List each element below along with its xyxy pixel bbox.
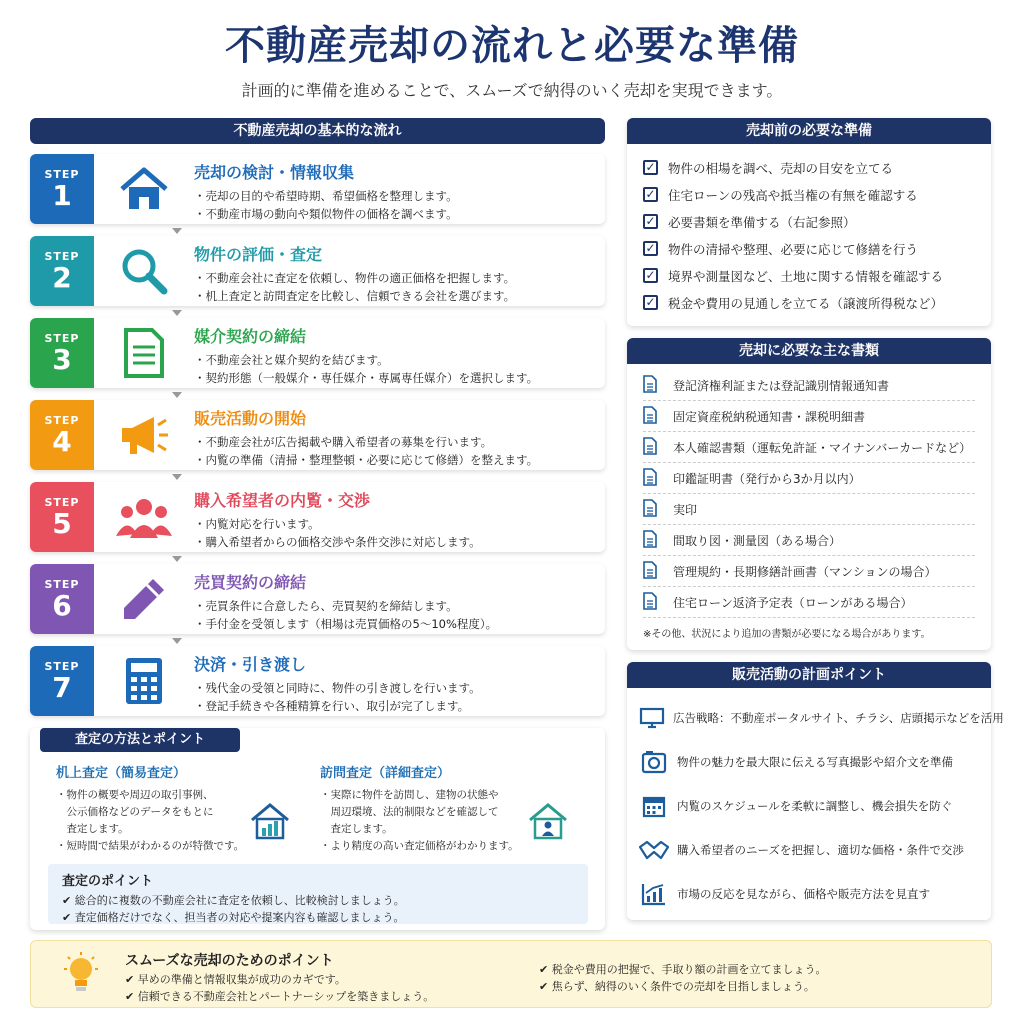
step-title: 物件の評価・査定 [194,245,323,264]
step-number: 7 [52,670,72,704]
desk-line: ・物件の概要や周辺の取引事例、 [56,789,214,801]
step-line: ・登記手続きや各種精算を行い、取引が完了します。 [194,699,470,713]
assessment-point: ✔ 査定価格だけでなく、担当者の対応や提案内容も確認しましょう。 [62,911,405,924]
house-icon [94,154,194,224]
documents-card [627,338,991,650]
step-card-7 [30,646,605,716]
plan-item-text: 内覧のスケジュールを柔軟に調整し、機会損失を防ぐ [677,799,953,813]
step-card-5 [30,482,605,552]
visit-line: ・実際に物件を訪問し、建物の状態や [320,789,499,801]
document-icon [643,592,657,613]
step-number: 3 [52,342,72,376]
step-line: ・手付金を受領します（相場は売買価格の5〜10%程度）。 [194,617,498,631]
step-label: STEP [44,249,80,263]
document-item-text: 管理規約・長期修繕計画書（マンションの場合） [673,564,937,579]
preparation-item [643,289,991,316]
document-item [643,463,975,494]
plan-item [639,828,979,872]
visit-line: 査定します。 [320,823,393,835]
preparation-item [643,235,991,262]
step-card-2 [30,236,605,306]
step-arrow [172,474,182,480]
document-icon [643,375,657,396]
step-line: ・契約形態（一般媒介・専任媒介・専属専任媒介）を選択します。 [194,371,539,385]
preparation-item-text: 物件の相場を調べ、売却の目安を立てる [668,160,894,176]
step-line: ・売買条件に合意したら、売買契約を締結します。 [194,599,458,613]
step-body [194,236,605,306]
step-number: 6 [52,588,72,622]
step-arrow [172,310,182,316]
footer-tip: ✔ 早めの準備と情報収集が成功のカギです。 [125,973,346,986]
step-title: 決済・引き渡し [194,655,307,674]
assessment-points [48,864,588,924]
document-icon [643,406,657,427]
step-line: ・不動産会社と媒介契約を結びます。 [194,353,389,367]
plan-item-text: 市場の反応を見ながら、価格や販売方法を見直す [677,887,930,901]
plan-item-text: 広告戦略：不動産ポータルサイト、チラシ、店頭掲示などを活用 [673,711,1004,725]
preparation-item-text: 境界や測量図など、土地に関する情報を確認する [668,268,944,284]
step-body [194,482,605,552]
step-line: ・不動産会社が広告掲載や購入希望者の募集を行います。 [194,435,493,449]
visit-line: ・より精度の高い査定価格がわかります。 [320,840,519,852]
document-item [643,432,975,463]
desk-line: 査定します。 [56,823,129,835]
visit-line: 周辺環境、法的制限などを確認して [320,806,499,818]
document-item [643,587,975,618]
plan-heading: 販売活動の計画ポイント [627,662,991,688]
document-icon [643,561,657,582]
document-item-text: 印鑑証明書（発行から3か月以内） [673,471,861,486]
documents-note: ※その他、状況により追加の書類が必要になる場合があります。 [643,629,931,640]
preparation-item-text: 住宅ローンの残高や抵当権の有無を確認する [668,187,918,203]
step-label: STEP [44,577,80,591]
documents-heading: 売却に必要な主な書類 [627,338,991,364]
preparation-item [643,208,991,235]
document-icon [643,468,657,489]
step-badge [30,400,94,470]
step-body [194,154,605,224]
document-item-text: 本人確認書類（運転免許証・マイナンバーカードなど） [673,440,972,455]
step-badge [30,236,94,306]
preparation-item [643,181,991,208]
preparation-item-text: 税金や費用の見通しを立てる（譲渡所得税など） [668,295,944,311]
step-line: ・内覧の準備（清掃・整理整頓・必要に応じて修繕）を整えます。 [194,453,539,467]
footer-tip: ✔ 税金や費用の把握で、手取り額の計画を立てましょう。 [539,963,827,976]
document-item-text: 住宅ローン返済予定表（ローンがある場合） [673,595,913,610]
preparation-item-text: 必要書類を準備する（右記参照） [668,214,856,230]
document-item-text: 登記済権利証または登記識別情報通知書 [673,378,890,393]
plan-list [627,688,1004,916]
step-line: ・机上査定と訪問査定を比較し、信頼できる会社を選びます。 [194,289,516,303]
plan-item-text: 購入希望者のニーズを把握し、適切な価格・条件で交渉 [677,843,964,857]
footer-title: スムーズな売却のためのポイント [125,953,334,969]
desk-line: ・短時間で結果がわかるのが特徴です。 [56,840,245,852]
checkbox-checked-icon: ✓ [643,187,658,202]
plan-item [639,740,979,784]
preparation-card [627,118,991,326]
magnifier-icon [94,236,194,306]
flow-section [30,118,605,930]
step-title: 販売活動の開始 [194,409,307,428]
checkbox-checked-icon: ✓ [643,214,658,229]
step-label: STEP [44,331,80,345]
checkbox-checked-icon: ✓ [643,241,658,256]
document-item [643,494,975,525]
step-line: ・購入希望者からの価格交渉や条件交渉に対応します。 [194,535,481,549]
documents-list [627,364,991,618]
plan-item-text: 物件の魅力を最大限に伝える写真撮影や紹介文を準備 [677,755,953,769]
calendar-icon [639,794,669,818]
assessment-heading: 査定の方法とポイント [40,728,240,752]
step-number: 4 [52,424,72,458]
plan-item [639,696,1004,740]
assessment-points-title: 査定のポイント [62,874,154,889]
document-icon [94,318,194,388]
step-body [194,400,605,470]
pen-icon [94,564,194,634]
footer-tip: ✔ 信頼できる不動産会社とパートナーシップを築きましょう。 [125,990,435,1003]
step-line: ・売却の目的や希望時期、希望価格を整理します。 [194,189,458,203]
people-icon [94,482,194,552]
step-badge [30,564,94,634]
step-body [194,564,605,634]
footer-tip: ✔ 焦らず、納得のいく条件での売却を目指しましょう。 [539,980,815,993]
house-person-icon [526,800,570,840]
step-label: STEP [44,495,80,509]
plan-item [639,784,979,828]
step-card-4 [30,400,605,470]
step-card-1 [30,154,605,224]
document-item [643,525,975,556]
camera-icon [639,750,669,774]
document-icon [643,530,657,551]
step-line: ・内覧対応を行います。 [194,517,320,531]
preparation-heading: 売却前の必要な準備 [627,118,991,144]
assessment-card [30,728,605,930]
step-label: STEP [44,167,80,181]
checkbox-checked-icon: ✓ [643,295,658,310]
step-title: 売買契約の締結 [194,573,307,592]
preparation-item-text: 物件の清掃や整理、必要に応じて修繕を行う [668,241,919,257]
assessment-point: ✔ 総合的に複数の不動産会社に査定を依頼し、比較検討しましょう。 [62,894,405,907]
step-line: ・不動産会社に査定を依頼し、物件の適正価格を把握します。 [194,271,516,285]
flow-heading: 不動産売却の基本的な流れ [30,118,605,144]
checkbox-checked-icon: ✓ [643,160,658,175]
step-title: 媒介契約の締結 [194,327,307,346]
house-chart-icon [248,800,292,840]
step-list [30,154,605,716]
step-number: 5 [52,506,72,540]
lightbulb-icon [61,951,101,997]
document-item-text: 実印 [673,502,698,517]
step-label: STEP [44,413,80,427]
step-badge [30,482,94,552]
preparation-list [627,144,991,316]
step-badge [30,646,94,716]
plan-item [639,872,979,916]
step-arrow [172,638,182,644]
monitor-icon [639,707,665,729]
desk-assessment-title: 机上査定（簡易査定） [56,766,187,781]
step-card-6 [30,564,605,634]
step-badge [30,154,94,224]
megaphone-icon [94,400,194,470]
step-card-3 [30,318,605,388]
step-body [194,646,605,716]
page-subtitle: 計画的に準備を進めることで、スムーズで納得のいく売却を実現できます。 [241,81,783,100]
step-arrow [172,228,182,234]
document-icon [643,499,657,520]
document-item [643,556,975,587]
page-title: 不動産売却の流れと必要な準備 [225,23,799,69]
preparation-item [643,262,991,289]
document-item-text: 固定資産税納税通知書・課税明細書 [673,409,866,424]
document-item-text: 間取り図・測量図（ある場合） [673,533,842,548]
chart-icon [639,882,669,906]
preparation-item [643,154,991,181]
step-arrow [172,392,182,398]
step-line: ・残代金の受領と同時に、物件の引き渡しを行います。 [194,681,481,695]
visit-assessment-title: 訪問査定（詳細査定） [320,766,451,781]
desk-line: 公示価格などのデータをもとに [56,806,214,818]
step-title: 売却の検討・情報収集 [194,163,355,182]
step-title: 購入希望者の内覧・交渉 [194,491,371,510]
step-label: STEP [44,659,80,673]
step-body [194,318,605,388]
footer-tips [30,940,992,1008]
handshake-icon [639,839,669,861]
step-badge [30,318,94,388]
calculator-icon [94,646,194,716]
document-icon [643,437,657,458]
step-number: 1 [52,178,72,212]
document-item [643,401,975,432]
step-line: ・不動産市場の動向や類似物件の価格を調べます。 [194,207,458,221]
document-item [643,370,975,401]
plan-card [627,662,1004,920]
step-number: 2 [52,260,72,294]
step-arrow [172,556,182,562]
checkbox-checked-icon: ✓ [643,268,658,283]
